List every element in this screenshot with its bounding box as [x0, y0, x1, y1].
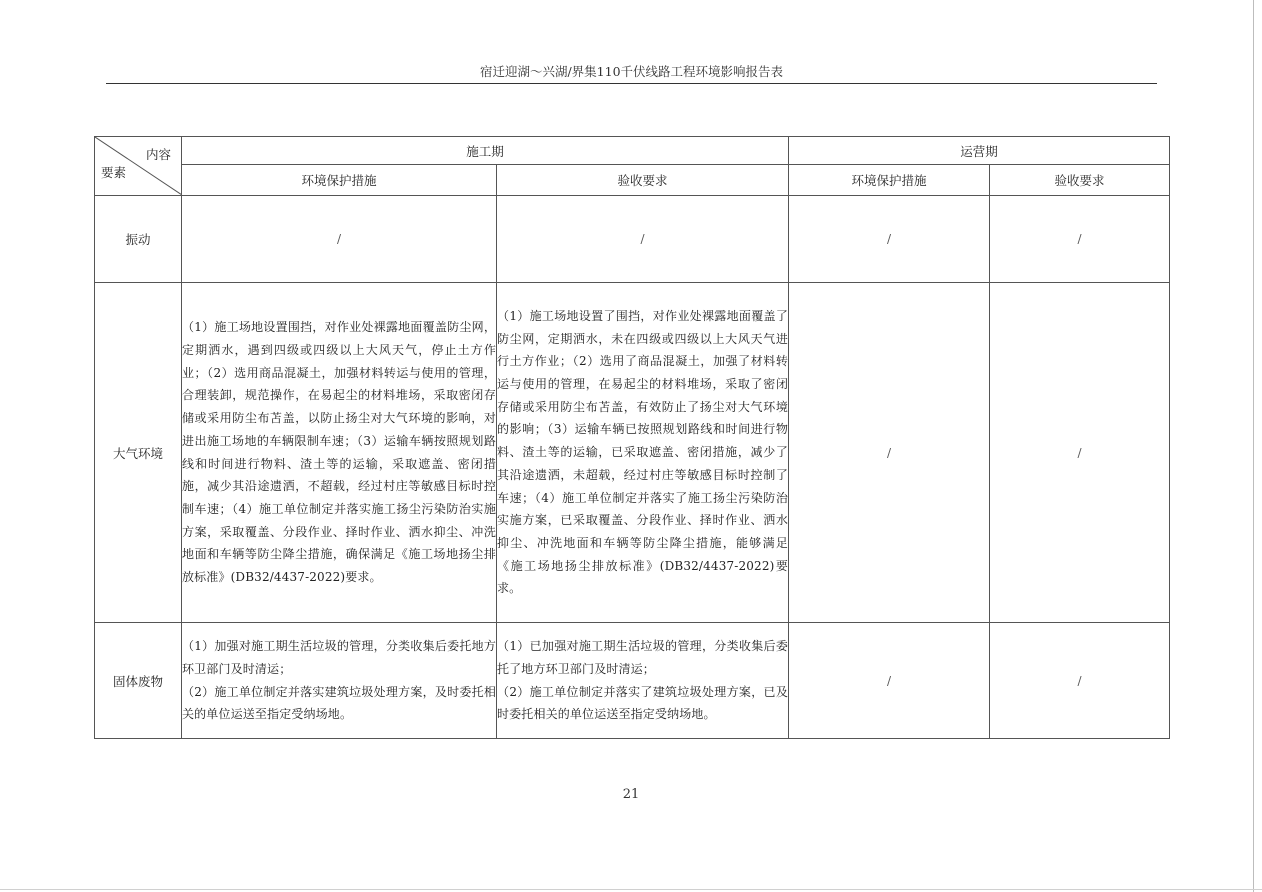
operation-env-measures-header: 环境保护措施: [789, 165, 990, 196]
page-bottom-edge: [0, 889, 1262, 890]
row-label-solid-waste: 固体废物: [95, 623, 182, 739]
vibration-operation-acceptance: /: [990, 196, 1170, 283]
header-rule: [106, 83, 1157, 84]
operation-acceptance-header: 验收要求: [990, 165, 1170, 196]
table-row: [95, 283, 1170, 623]
solid-waste-construction-measures: [182, 623, 497, 739]
operation-period-header: 运营期: [789, 137, 1170, 165]
solid-waste-operation-acceptance: /: [990, 623, 1170, 739]
header-content-label: 内容: [145, 147, 171, 162]
solid-waste-construction-acceptance-item-1: （1）已加强对施工期生活垃圾的管理，分类收集后委托了地方环卫部门及时清运；: [497, 639, 789, 676]
vibration-construction-acceptance: /: [497, 196, 789, 283]
row-label-atmosphere: 大气环境: [95, 283, 182, 623]
atmosphere-construction-measures-text: （1）施工场地设置围挡，对作业处裸露地面覆盖防尘网，定期洒水，遇到四级或四级以上大风天气，停止土方作业；（2）选用商品混凝土，加强材料转运与使用的管理，合理装卸，规范操作，在易起尘的材料堆场，采取密闭存储或采用防尘布苫盖，以防止扬尘对大气环境的影响，对进出施工场地的车辆限制车速；（3）运输车辆按照规划路线和时间进行物料、渣土等的运输，采取遮盖、密闭措施，减少其沿途遗洒，不超载，经过村庄等敏感目标时控制车速；（4）施工单位制定并落实施工扬尘污染防治实施方案，采取覆盖、分段作业、择时作业、洒水抑尘、冲洗地面和车辆等防尘降尘措施，确保满足《施工场地扬尘排放标准》(DB32/4437-2022)要求。: [182, 320, 496, 585]
solid-waste-construction-measures-item-1: （1）加强对施工期生活垃圾的管理，分类收集后委托地方环卫部门及时清运；: [182, 639, 496, 676]
solid-waste-operation-measures: /: [789, 623, 990, 739]
construction-acceptance-header: 验收要求: [497, 165, 789, 196]
atmosphere-operation-acceptance: /: [990, 283, 1170, 623]
diagonal-header-cell: [95, 137, 182, 196]
solid-waste-construction-measures-item-2: （2）施工单位制定并落实建筑垃圾处理方案，及时委托相关的单位运送至指定受纳场地。: [182, 684, 496, 722]
vibration-construction-measures: /: [182, 196, 497, 283]
page-header-title: 宿迁迎湖～兴湖/界集110千伏线路工程环境影响报告表: [479, 64, 784, 79]
atmosphere-construction-acceptance-text: （1）施工场地设置了围挡，对作业处裸露地面覆盖了防尘网，定期洒水，未在四级或四级以上大风天气进行土方作业；（2）选用了商品混凝土，加强了材料转运与使用的管理，在易起尘的材料堆场，采取了密闭存储或采用防尘布苫盖，有效防止了扬尘对大气环境的影响；（3）运输车辆已按照规划路线和时间进行物料、渣土等的运输，已采取遮盖、密闭措施，减少了其沿途遗洒，未超载，经过村庄等敏感目标时控制了车速；（4）施工单位制定并落实了施工扬尘污染防治实施方案，已采取覆盖、分段作业、择时作业、洒水抑尘、冲洗地面和车辆等防尘降尘措施，能够满足《施工场地扬尘排放标准》(DB32/4437-2022)要求。: [497, 308, 789, 596]
table-row: [95, 623, 1170, 739]
table-row: [95, 196, 1170, 283]
page-number: 21: [622, 787, 640, 802]
atmosphere-construction-acceptance: [497, 283, 789, 623]
atmosphere-operation-measures: /: [789, 283, 990, 623]
construction-period-header: 施工期: [182, 137, 789, 165]
row-label-vibration: 振动: [95, 196, 182, 283]
solid-waste-construction-acceptance-item-2: （2）施工单位制定并落实了建筑垃圾处理方案，已及时委托相关的单位运送至指定受纳场地。: [497, 684, 789, 722]
vibration-operation-measures: /: [789, 196, 990, 283]
construction-env-measures-header: 环境保护措施: [182, 165, 497, 196]
solid-waste-construction-acceptance: [497, 623, 789, 739]
measures-table: [94, 136, 1170, 739]
page-right-edge: [1253, 0, 1254, 892]
header-element-label: 要素: [101, 165, 127, 180]
atmosphere-construction-measures: [182, 283, 497, 623]
